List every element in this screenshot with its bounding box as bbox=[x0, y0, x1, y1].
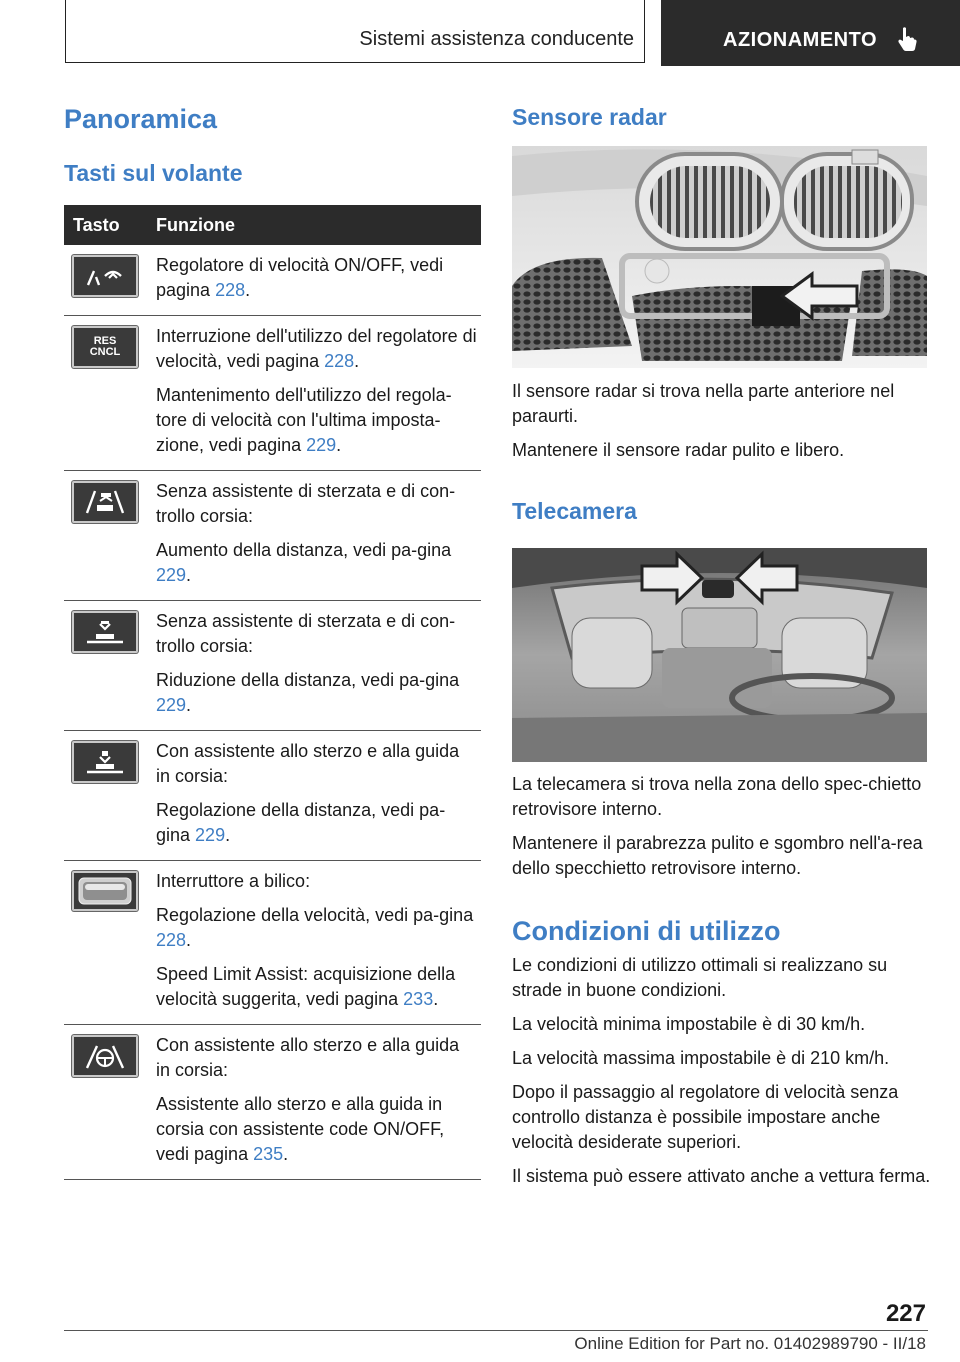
cruise-control-icon bbox=[72, 255, 138, 297]
conditions-paragraph: Dopo il passaggio al regolatore di velocità senza controllo distanza è possibile impostare anche velocità desiderate superiori. bbox=[512, 1082, 899, 1152]
page-reference-link[interactable]: 235 bbox=[253, 1144, 284, 1164]
conditions-paragraph: Le condizioni di utilizzo ottimali si realizzano su strade in buone condizioni. bbox=[512, 955, 888, 1000]
function-description: Senza assistente di sterzata e di con-trollo corsia: bbox=[156, 481, 456, 526]
distance-decrease-icon bbox=[72, 611, 138, 653]
function-cell bbox=[156, 861, 481, 1025]
table-row bbox=[64, 471, 481, 601]
rocker-switch-icon bbox=[72, 871, 138, 911]
radar-sensor-image bbox=[512, 146, 927, 368]
function-description: Mantenimento dell'utilizzo del regola-tore di velocità con l'ultima imposta-zione, vedi pagina 229. bbox=[156, 385, 452, 455]
page-title: Panoramica bbox=[64, 104, 218, 134]
page-reference-link[interactable]: 228 bbox=[215, 280, 246, 300]
function-cell bbox=[156, 316, 481, 471]
function-description: Assistente allo sterzo e alla guida in corsia con assistente code ON/OFF, vedi pagina 235. bbox=[156, 1094, 445, 1164]
conditions-text bbox=[512, 953, 932, 1189]
function-description: Regolatore di velocità ON/OFF, vedi pagina 228. bbox=[156, 255, 444, 300]
steering-assist-icon bbox=[72, 1035, 138, 1077]
function-description: Aumento della distanza, vedi pa-gina 229. bbox=[156, 540, 452, 585]
function-description: Interruzione dell'utilizzo del regolatore di velocità, vedi pagina 228. bbox=[156, 326, 477, 371]
header-chapter-label: AZIONAMENTO bbox=[723, 29, 878, 51]
distance-adjust-icon bbox=[72, 741, 138, 783]
table-row bbox=[64, 316, 481, 471]
function-description: Regolazione della distanza, vedi pa-gina 229. bbox=[156, 800, 446, 845]
table-row bbox=[64, 861, 481, 1025]
page-reference-link[interactable]: 228 bbox=[156, 930, 187, 950]
function-description: Riduzione della distanza, vedi pa-gina 229. bbox=[156, 670, 460, 715]
table-body bbox=[64, 245, 481, 1180]
conditions-paragraph: Il sistema può essere attivato anche a vettura ferma. bbox=[512, 1166, 931, 1186]
section-title-keys: Tasti sul volante bbox=[64, 160, 243, 186]
table-header-function: Funzione bbox=[156, 205, 481, 245]
page-reference-link[interactable]: 229 bbox=[306, 435, 337, 455]
header-section-title: Sistemi assistenza conducente bbox=[359, 28, 634, 50]
key-cell bbox=[64, 316, 156, 471]
table-row bbox=[64, 245, 481, 316]
function-description: Regolazione della velocità, vedi pa-gina 228. bbox=[156, 905, 474, 950]
table-header-row bbox=[64, 205, 481, 245]
res-cncl-icon bbox=[72, 326, 138, 368]
page-reference-link[interactable]: 228 bbox=[324, 351, 355, 371]
radar-paragraph: Il sensore radar si trova nella parte anteriore nel paraurti. bbox=[512, 381, 895, 426]
radar-text bbox=[512, 379, 932, 463]
function-cell bbox=[156, 471, 481, 601]
camera-text bbox=[512, 772, 932, 881]
function-description: Con assistente allo sterzo e alla guida in corsia: bbox=[156, 1035, 460, 1080]
keys-table bbox=[64, 205, 481, 1180]
page-reference-link[interactable]: 229 bbox=[156, 565, 187, 585]
page-reference-link[interactable]: 229 bbox=[195, 825, 226, 845]
table-row bbox=[64, 731, 481, 861]
page-number: 227 bbox=[885, 1300, 926, 1327]
function-cell bbox=[156, 245, 481, 316]
key-cell bbox=[64, 861, 156, 1025]
footer-edition: Online Edition for Part no. 01402989790 - II/18 bbox=[574, 1334, 926, 1353]
camera-paragraph: Mantenere il parabrezza pulito e sgombro nell'a-rea dello specchietto retrovisore interno. bbox=[512, 833, 923, 878]
distance-increase-icon bbox=[72, 481, 138, 523]
key-cell bbox=[64, 601, 156, 731]
footer-divider bbox=[64, 1330, 928, 1331]
page-reference-link[interactable]: 229 bbox=[156, 695, 187, 715]
table-row bbox=[64, 1025, 481, 1180]
radar-paragraph: Mantenere il sensore radar pulito e libero. bbox=[512, 440, 845, 460]
key-cell bbox=[64, 731, 156, 861]
conditions-paragraph: La velocità massima impostabile è di 210 km/h. bbox=[512, 1048, 890, 1068]
key-cell bbox=[64, 1025, 156, 1180]
section-title-radar: Sensore radar bbox=[512, 104, 667, 130]
page-reference-link[interactable]: 233 bbox=[403, 989, 434, 1009]
function-description: Interruttore a bilico: bbox=[156, 871, 311, 891]
table-row bbox=[64, 601, 481, 731]
function-cell bbox=[156, 1025, 481, 1180]
function-description: Speed Limit Assist: acquisizione della velocità suggerita, vedi pagina 233. bbox=[156, 964, 456, 1009]
hand-pointer-icon bbox=[897, 26, 917, 57]
key-label: RES CNCL bbox=[89, 335, 121, 358]
camera-image bbox=[512, 548, 927, 762]
conditions-paragraph: La velocità minima impostabile è di 30 km/h. bbox=[512, 1014, 866, 1034]
camera-paragraph: La telecamera si trova nella zona dello spec-chietto retrovisore interno. bbox=[512, 774, 922, 819]
function-cell bbox=[156, 731, 481, 861]
function-description: Senza assistente di sterzata e di con-trollo corsia: bbox=[156, 611, 456, 656]
table-header-key: Tasto bbox=[64, 205, 156, 245]
page-header bbox=[0, 0, 960, 66]
function-description: Con assistente allo sterzo e alla guida in corsia: bbox=[156, 741, 460, 786]
section-title-conditions: Condizioni di utilizzo bbox=[512, 916, 781, 946]
section-title-camera: Telecamera bbox=[512, 498, 637, 524]
key-cell bbox=[64, 245, 156, 316]
key-cell bbox=[64, 471, 156, 601]
function-cell bbox=[156, 601, 481, 731]
header-chapter-tab bbox=[661, 0, 960, 66]
